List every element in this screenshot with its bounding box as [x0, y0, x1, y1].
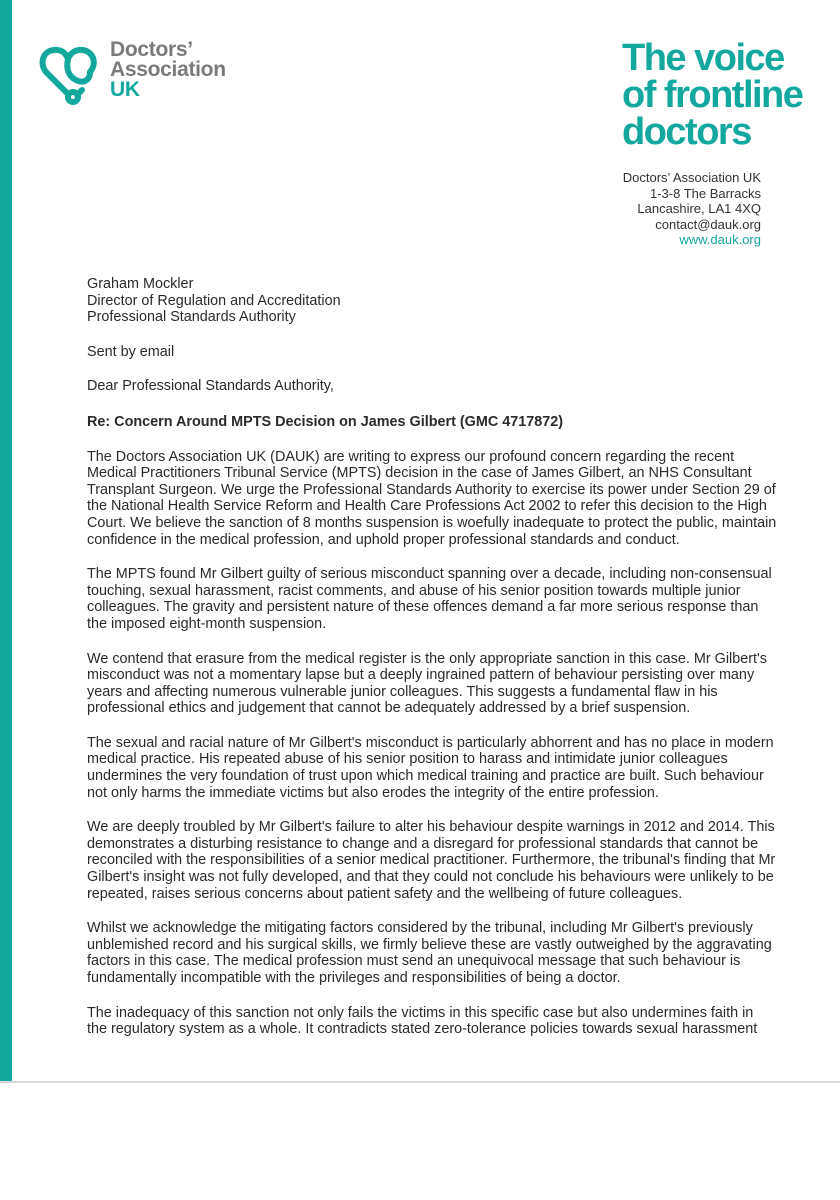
- logo-text-line2: Association: [110, 58, 226, 81]
- paragraph: The inadequacy of this sanction not only fails the victims in this specific case but also undermines faith in the regulatory system as a whole. It contradicts stated zero-tolerance policies towards sexual harassment: [87, 1004, 758, 1038]
- heart-stethoscope-icon: [38, 42, 104, 108]
- logo-text-line1: Doctors’: [110, 38, 193, 61]
- paragraph: Whilst we acknowledge the mitigating factors considered by the tribunal, including Mr Gilbert's previously unblemished record and his surgical skills, we firmly believe these are vastly outweighed by the aggravating factors in this case. The medical profession must send an unequivocal message that such behaviour is fundamentally incompatible with the privileges and responsibilities of being a doctor.: [87, 920, 772, 986]
- address-name: Doctors’ Association UK: [622, 170, 761, 185]
- tagline: [622, 37, 837, 153]
- address-street: 1-3-8 The Barracks: [649, 185, 761, 201]
- paragraph: We contend that erasure from the medical register is the only appropriate sanction in this case. Mr Gilbert's misconduct was not a momentary lapse but a deeply ingrained pattern of behaviour persisting over many years and affecting numerous vulnerable junior colleagues. This suggests a fundamental flaw in his professional ethics and judgement that cannot be adequately addressed by a brief suspension.: [87, 650, 767, 717]
- recipient-block: [87, 276, 777, 326]
- tagline-line2: of frontline: [622, 74, 803, 116]
- paragraph: We are deeply troubled by Mr Gilbert's failure to alter his behaviour despite warnings in 2012 and 2014. This demonstrates a disturbing resistance to change and a disregard for professional standards that cannot be reconciled with the responsibilities of a senior medical practitioner. Furthermore, the tribunal's finding that Mr Gilbert's insight was not fully developed, and that they could not conclude his behaviours were unlikely to be repeated, raises serious concerns about patient safety and the wellbeing of future colleagues.: [87, 819, 776, 902]
- salutation: Dear Professional Standards Authority,: [87, 378, 334, 395]
- letter-body: [87, 276, 777, 1038]
- recipient-title: Director of Regulation and Accreditation: [87, 292, 341, 309]
- logo-text-line3: UK: [110, 78, 140, 101]
- paragraph: The sexual and racial nature of Mr Gilbert's misconduct is particularly abhorrent and has no place in modern medical practice. His repeated abuse of his senior position to harass and intimidate junior colleagues undermines the very foundation of trust upon which medical training and practice are built. Such behaviour not only harms the immediate victims but also erodes the integrity of the entire profession.: [87, 734, 774, 801]
- recipient-org: Professional Standards Authority: [87, 309, 296, 326]
- address-city: Lancashire, LA1 4XQ: [637, 201, 761, 216]
- paragraph: The Doctors Association UK (DAUK) are writing to express our profound concern regarding the recent Medical Practitioners Tribunal Service (MPTS) decision in the case of James Gilbert, an NHS Consultant Transplant Surgeon. We urge the Professional Standards Authority to exercise its power under Section 29 of the National Health Service Reform and Health Care Professions Act 2002 to refer this decision to the High Court. We believe the sanction of 8 months suspension is woefully inadequate to protect the public, maintain confidence in the medical profession, and uphold proper professional standards and conduct.: [87, 448, 777, 548]
- subject-line: Re: Concern Around MPTS Decision on James Gilbert (GMC 4717872): [87, 413, 564, 430]
- paragraph: The MPTS found Mr Gilbert guilty of serious misconduct spanning over a decade, including non-consensual touching, sexual harassment, racist comments, and abuse of his senior position towards multiple junior colleagues. The gravity and persistent nature of these offences demand a far more serious response than the imposed eight-month suspension.: [87, 566, 772, 632]
- tagline-line1: The voice: [622, 37, 784, 79]
- sent-by-note: Sent by email: [87, 343, 175, 360]
- logo-wordmark: [110, 40, 226, 100]
- teal-side-bar: [0, 0, 12, 1082]
- tagline-line3: doctors: [622, 111, 751, 153]
- address-email[interactable]: contact@dauk.org: [655, 216, 761, 232]
- recipient-name: Graham Mockler: [87, 276, 194, 292]
- sender-address: [623, 170, 761, 248]
- dauk-logo: [38, 40, 258, 112]
- address-website-link[interactable]: www.dauk.org: [679, 232, 761, 247]
- blank-area: [0, 1083, 840, 1200]
